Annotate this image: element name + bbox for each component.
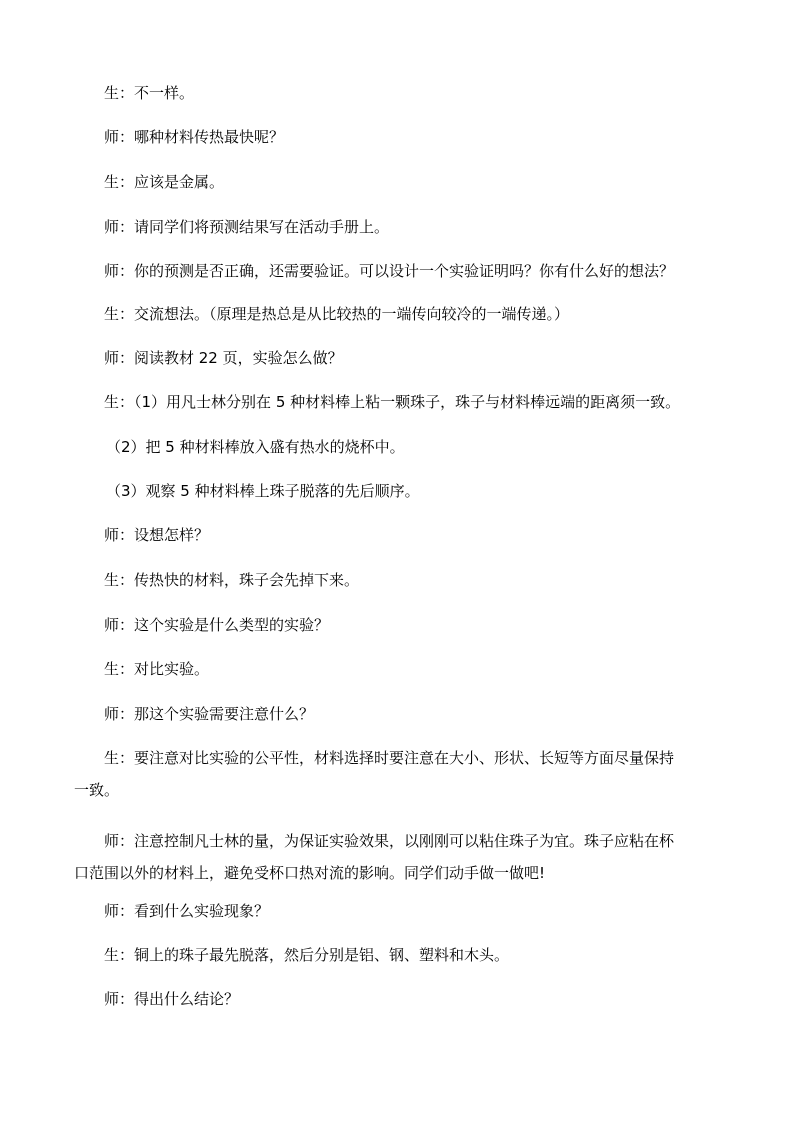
paragraph-20: 师：得出什么结论？	[104, 990, 240, 1008]
paragraph-9: （2）把 5 种材料棒放入盛有热水的烧杯中。	[106, 438, 405, 456]
paragraph-17-line-2: 口范围以外的材料上，避免受杯口热对流的影响。同学们动手做一做吧!	[74, 864, 546, 882]
paragraph-14: 生：对比实验。	[104, 660, 210, 678]
paragraph-3: 生：应该是金属。	[104, 173, 225, 191]
paragraph-4: 师：请同学们将预测结果写在活动手册上。	[104, 218, 390, 236]
paragraph-15: 师：那这个实验需要注意什么？	[104, 705, 315, 723]
paragraph-8: 生：（1）用凡士林分别在 5 种材料棒上粘一颗珠子，珠子与材料棒远端的距离须一致。	[104, 393, 681, 411]
paragraph-13: 师：这个实验是什么类型的实验？	[104, 616, 330, 634]
paragraph-17-line-1: 师：注意控制凡士林的量，为保证实验效果，以刚刚可以粘住珠子为宜。珠子应粘在杯	[104, 832, 675, 850]
paragraph-19: 生：铜上的珠子最先脱落，然后分别是铝、钢、塑料和木头。	[104, 946, 510, 964]
paragraph-18: 师：看到什么实验现象？	[104, 902, 270, 920]
paragraph-11: 师：设想怎样？	[104, 526, 210, 544]
paragraph-7: 师：阅读教材 22 页，实验怎么做？	[104, 349, 343, 367]
paragraph-2: 师：哪种材料传热最快呢？	[104, 128, 285, 146]
paragraph-12: 生：传热快的材料，珠子会先掉下来。	[104, 571, 360, 589]
paragraph-6: 生：交流想法。（原理是热总是从比较热的一端传向较冷的一端传递。）	[104, 305, 570, 323]
paragraph-5: 师：你的预测是否正确，还需要验证。可以设计一个实验证明吗？你有什么好的想法？	[104, 262, 675, 280]
paragraph-1: 生：不一样。	[104, 84, 195, 102]
paragraph-10: （3）观察 5 种材料棒上珠子脱落的先后顺序。	[106, 482, 420, 500]
paragraph-16-line-2: 一致。	[74, 781, 120, 799]
paragraph-16-line-1: 生：要注意对比实验的公平性，材料选择时要注意在大小、形状、长短等方面尽量保持	[104, 749, 675, 767]
